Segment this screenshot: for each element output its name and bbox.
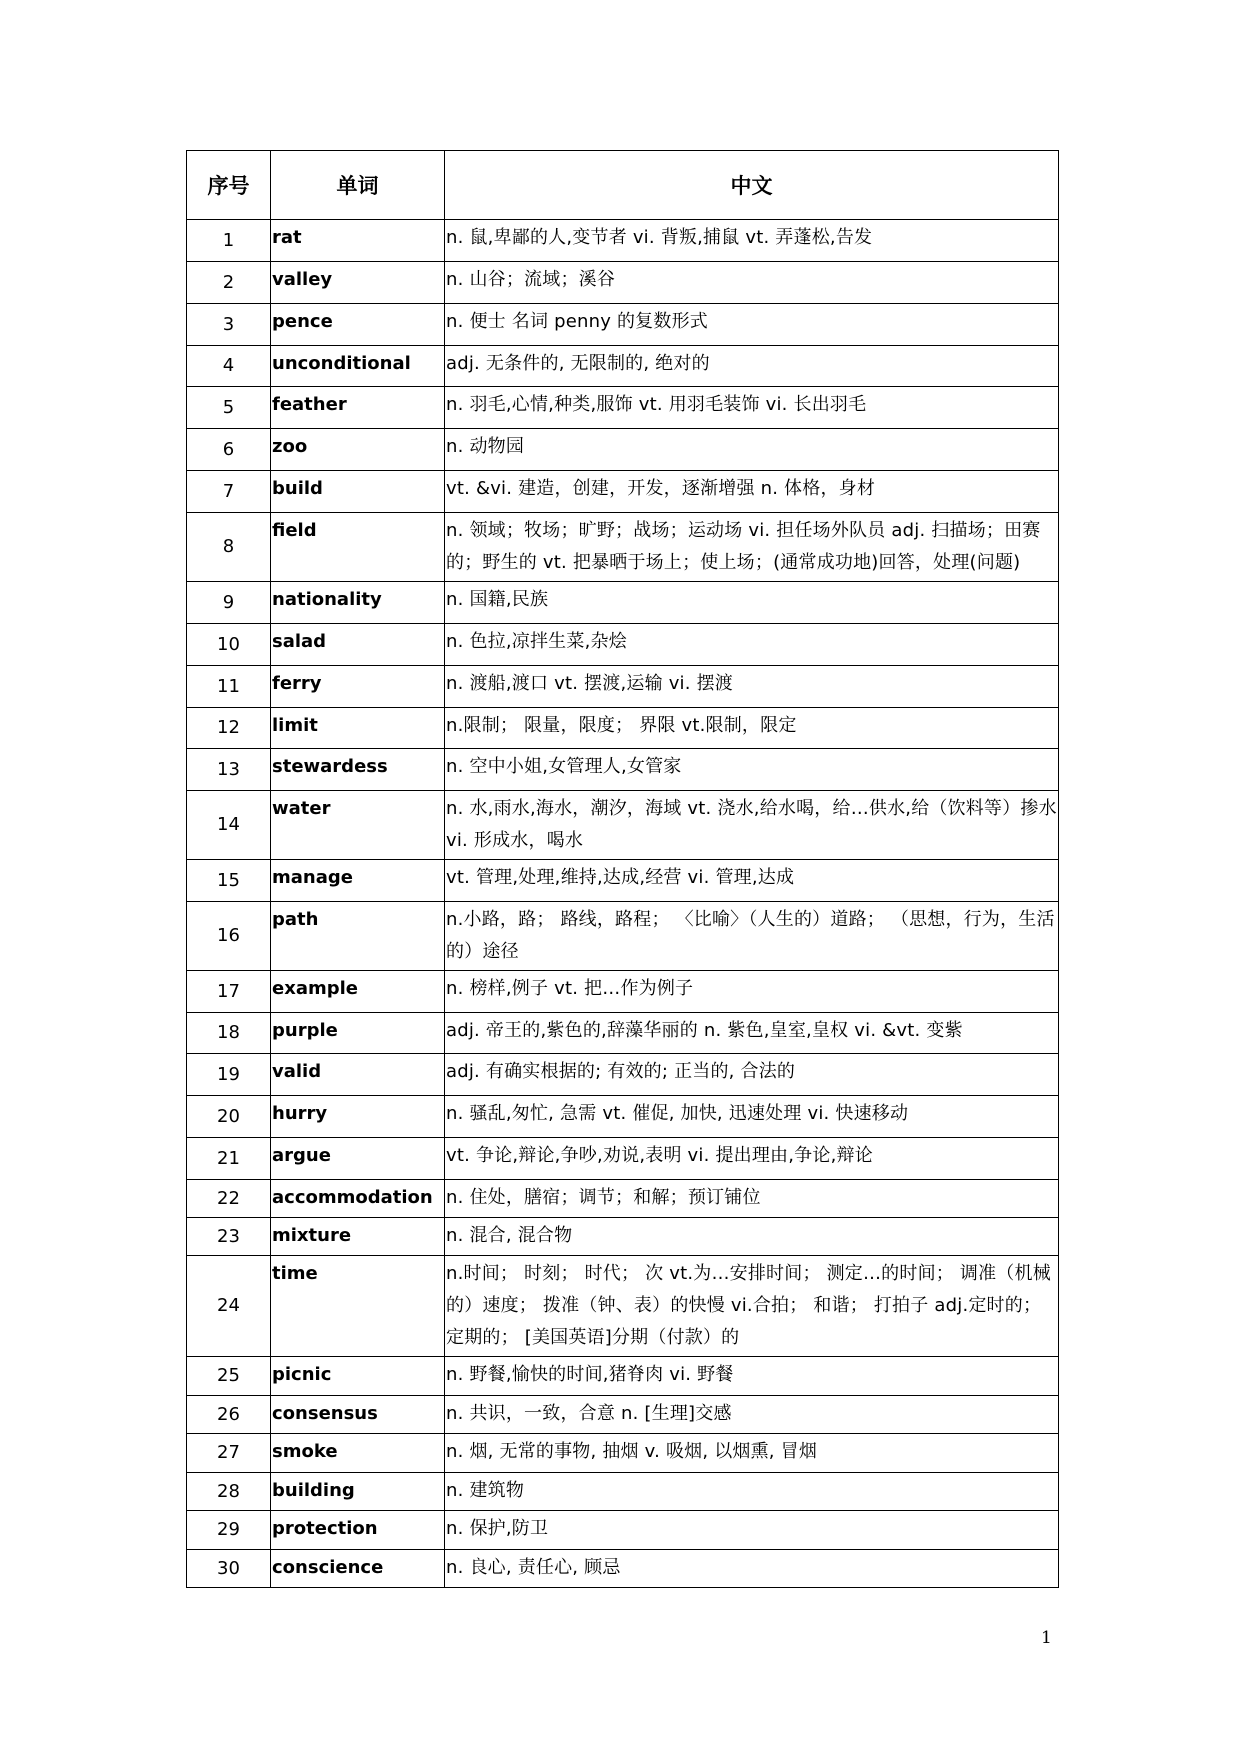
row-number: 2 bbox=[187, 262, 271, 304]
row-number: 28 bbox=[187, 1473, 271, 1511]
row-word: example bbox=[271, 971, 445, 1013]
row-word: zoo bbox=[271, 429, 445, 471]
row-chinese: n. 良心, 责任心, 顾忌 bbox=[445, 1550, 1059, 1588]
row-number: 14 bbox=[187, 791, 271, 860]
row-chinese: adj. 无条件的, 无限制的, 绝对的 bbox=[445, 346, 1059, 387]
row-word: building bbox=[271, 1473, 445, 1511]
row-number: 29 bbox=[187, 1511, 271, 1550]
row-word: protection bbox=[271, 1511, 445, 1550]
row-chinese: n. 建筑物 bbox=[445, 1473, 1059, 1511]
row-word: picnic bbox=[271, 1357, 445, 1396]
row-chinese: n. 色拉,凉拌生菜,杂烩 bbox=[445, 624, 1059, 666]
row-chinese: vt. 争论,辩论,争吵,劝说,表明 vi. 提出理由,争论,辩论 bbox=[445, 1138, 1059, 1180]
row-chinese: adj. 有确实根据的; 有效的; 正当的, 合法的 bbox=[445, 1054, 1059, 1096]
row-word: hurry bbox=[271, 1096, 445, 1138]
table-row bbox=[187, 791, 1059, 860]
row-chinese: n. 混合, 混合物 bbox=[445, 1218, 1059, 1256]
table-row bbox=[187, 1013, 1059, 1054]
header-chinese: 中文 bbox=[445, 151, 1059, 220]
row-number: 4 bbox=[187, 346, 271, 387]
table-row bbox=[187, 666, 1059, 708]
row-chinese: vt. 管理,处理,维持,达成,经营 vi. 管理,达成 bbox=[445, 860, 1059, 902]
table-row bbox=[187, 1138, 1059, 1180]
row-number: 7 bbox=[187, 471, 271, 513]
table-row bbox=[187, 220, 1059, 262]
row-chinese: vt. &vi. 建造，创建，开发，逐渐增强 n. 体格，身材 bbox=[445, 471, 1059, 513]
header-row bbox=[187, 151, 1059, 220]
table-row bbox=[187, 971, 1059, 1013]
table-header bbox=[187, 151, 1059, 220]
row-chinese: n. 住处，膳宿；调节；和解；预订铺位 bbox=[445, 1180, 1059, 1218]
row-word: field bbox=[271, 513, 445, 582]
row-chinese: n. 渡船,渡口 vt. 摆渡,运输 vi. 摆渡 bbox=[445, 666, 1059, 708]
row-chinese: n. 羽毛,心情,种类,服饰 vt. 用羽毛装饰 vi. 长出羽毛 bbox=[445, 387, 1059, 429]
table-row bbox=[187, 513, 1059, 582]
row-word: ferry bbox=[271, 666, 445, 708]
row-number: 21 bbox=[187, 1138, 271, 1180]
row-word: time bbox=[271, 1256, 445, 1357]
row-chinese: n. 便士 名词 penny 的复数形式 bbox=[445, 304, 1059, 346]
row-word: purple bbox=[271, 1013, 445, 1054]
table-row bbox=[187, 304, 1059, 346]
page-number: 1 bbox=[1041, 1628, 1052, 1648]
row-number: 16 bbox=[187, 902, 271, 971]
vocab-table bbox=[186, 150, 1059, 1588]
row-chinese: n.小路，路； 路线，路程； 〈比喻〉（人生的）道路； （思想，行为，生活的）途径 bbox=[445, 902, 1059, 971]
table-row bbox=[187, 624, 1059, 666]
row-number: 27 bbox=[187, 1434, 271, 1473]
row-word: mixture bbox=[271, 1218, 445, 1256]
table-body bbox=[187, 220, 1059, 1588]
table-row bbox=[187, 346, 1059, 387]
row-word: water bbox=[271, 791, 445, 860]
row-chinese: adj. 帝王的,紫色的,辞藻华丽的 n. 紫色,皇室,皇权 vi. &vt. 变紫 bbox=[445, 1013, 1059, 1054]
row-chinese: n. 野餐,愉快的时间,猪脊肉 vi. 野餐 bbox=[445, 1357, 1059, 1396]
table-row bbox=[187, 1218, 1059, 1256]
table-row bbox=[187, 387, 1059, 429]
table-row bbox=[187, 749, 1059, 791]
table-row bbox=[187, 262, 1059, 304]
row-number: 15 bbox=[187, 860, 271, 902]
table-row bbox=[187, 1357, 1059, 1396]
table-row bbox=[187, 708, 1059, 749]
row-chinese: n. 领域；牧场；旷野；战场；运动场 vi. 担任场外队员 adj. 扫描场；田赛的；野生的 vt. 把暴晒于场上；使上场；(通常成功地)回答，处理(问题) bbox=[445, 513, 1059, 582]
row-number: 6 bbox=[187, 429, 271, 471]
row-number: 25 bbox=[187, 1357, 271, 1396]
row-word: unconditional bbox=[271, 346, 445, 387]
row-word: rat bbox=[271, 220, 445, 262]
row-word: nationality bbox=[271, 582, 445, 624]
row-number: 17 bbox=[187, 971, 271, 1013]
table-row bbox=[187, 1256, 1059, 1357]
row-word: accommodation bbox=[271, 1180, 445, 1218]
row-word: limit bbox=[271, 708, 445, 749]
row-number: 13 bbox=[187, 749, 271, 791]
table-row bbox=[187, 429, 1059, 471]
row-word: pence bbox=[271, 304, 445, 346]
row-chinese: n.限制； 限量，限度； 界限 vt.限制，限定 bbox=[445, 708, 1059, 749]
row-word: salad bbox=[271, 624, 445, 666]
row-chinese: n. 鼠,卑鄙的人,变节者 vi. 背叛,捕鼠 vt. 弄蓬松,告发 bbox=[445, 220, 1059, 262]
row-number: 10 bbox=[187, 624, 271, 666]
row-number: 5 bbox=[187, 387, 271, 429]
row-word: stewardess bbox=[271, 749, 445, 791]
row-number: 11 bbox=[187, 666, 271, 708]
row-number: 8 bbox=[187, 513, 271, 582]
header-word: 单词 bbox=[271, 151, 445, 220]
row-word: valley bbox=[271, 262, 445, 304]
row-word: consensus bbox=[271, 1396, 445, 1434]
table-row bbox=[187, 1396, 1059, 1434]
row-number: 22 bbox=[187, 1180, 271, 1218]
row-number: 1 bbox=[187, 220, 271, 262]
row-chinese: n. 烟, 无常的事物, 抽烟 v. 吸烟, 以烟熏, 冒烟 bbox=[445, 1434, 1059, 1473]
row-word: smoke bbox=[271, 1434, 445, 1473]
row-number: 3 bbox=[187, 304, 271, 346]
row-chinese: n. 国籍,民族 bbox=[445, 582, 1059, 624]
row-word: manage bbox=[271, 860, 445, 902]
row-number: 18 bbox=[187, 1013, 271, 1054]
row-chinese: n. 骚乱,匆忙, 急需 vt. 催促, 加快, 迅速处理 vi. 快速移动 bbox=[445, 1096, 1059, 1138]
row-number: 9 bbox=[187, 582, 271, 624]
row-chinese: n. 空中小姐,女管理人,女管家 bbox=[445, 749, 1059, 791]
table-row bbox=[187, 1054, 1059, 1096]
row-chinese: n. 动物园 bbox=[445, 429, 1059, 471]
table-row bbox=[187, 1550, 1059, 1588]
row-number: 23 bbox=[187, 1218, 271, 1256]
table-row bbox=[187, 1511, 1059, 1550]
row-word: feather bbox=[271, 387, 445, 429]
row-word: conscience bbox=[271, 1550, 445, 1588]
row-chinese: n. 水,雨水,海水，潮汐，海域 vt. 浇水,给水喝，给…供水,给（饮料等）掺水 vi. 形成水，喝水 bbox=[445, 791, 1059, 860]
table-row bbox=[187, 860, 1059, 902]
table-row bbox=[187, 1434, 1059, 1473]
row-number: 26 bbox=[187, 1396, 271, 1434]
table-row bbox=[187, 902, 1059, 971]
row-chinese: n. 山谷；流域；溪谷 bbox=[445, 262, 1059, 304]
row-chinese: n.时间； 时刻； 时代； 次 vt.为…安排时间； 测定…的时间； 调准（机械的）速度； 拨准（钟、表）的快慢 vi.合拍； 和谐； 打拍子 adj.定时的； 定期的； [美国英语]分期（付款）的 bbox=[445, 1256, 1059, 1357]
row-word: argue bbox=[271, 1138, 445, 1180]
row-chinese: n. 榜样,例子 vt. 把…作为例子 bbox=[445, 971, 1059, 1013]
table-row bbox=[187, 582, 1059, 624]
row-word: path bbox=[271, 902, 445, 971]
row-word: build bbox=[271, 471, 445, 513]
row-number: 20 bbox=[187, 1096, 271, 1138]
table-row bbox=[187, 1180, 1059, 1218]
row-number: 30 bbox=[187, 1550, 271, 1588]
row-number: 12 bbox=[187, 708, 271, 749]
row-chinese: n. 共识，一致，合意 n. [生理]交感 bbox=[445, 1396, 1059, 1434]
row-word: valid bbox=[271, 1054, 445, 1096]
table-row bbox=[187, 471, 1059, 513]
row-number: 24 bbox=[187, 1256, 271, 1357]
table-row bbox=[187, 1096, 1059, 1138]
header-number: 序号 bbox=[187, 151, 271, 220]
row-number: 19 bbox=[187, 1054, 271, 1096]
row-chinese: n. 保护,防卫 bbox=[445, 1511, 1059, 1550]
table-row bbox=[187, 1473, 1059, 1511]
